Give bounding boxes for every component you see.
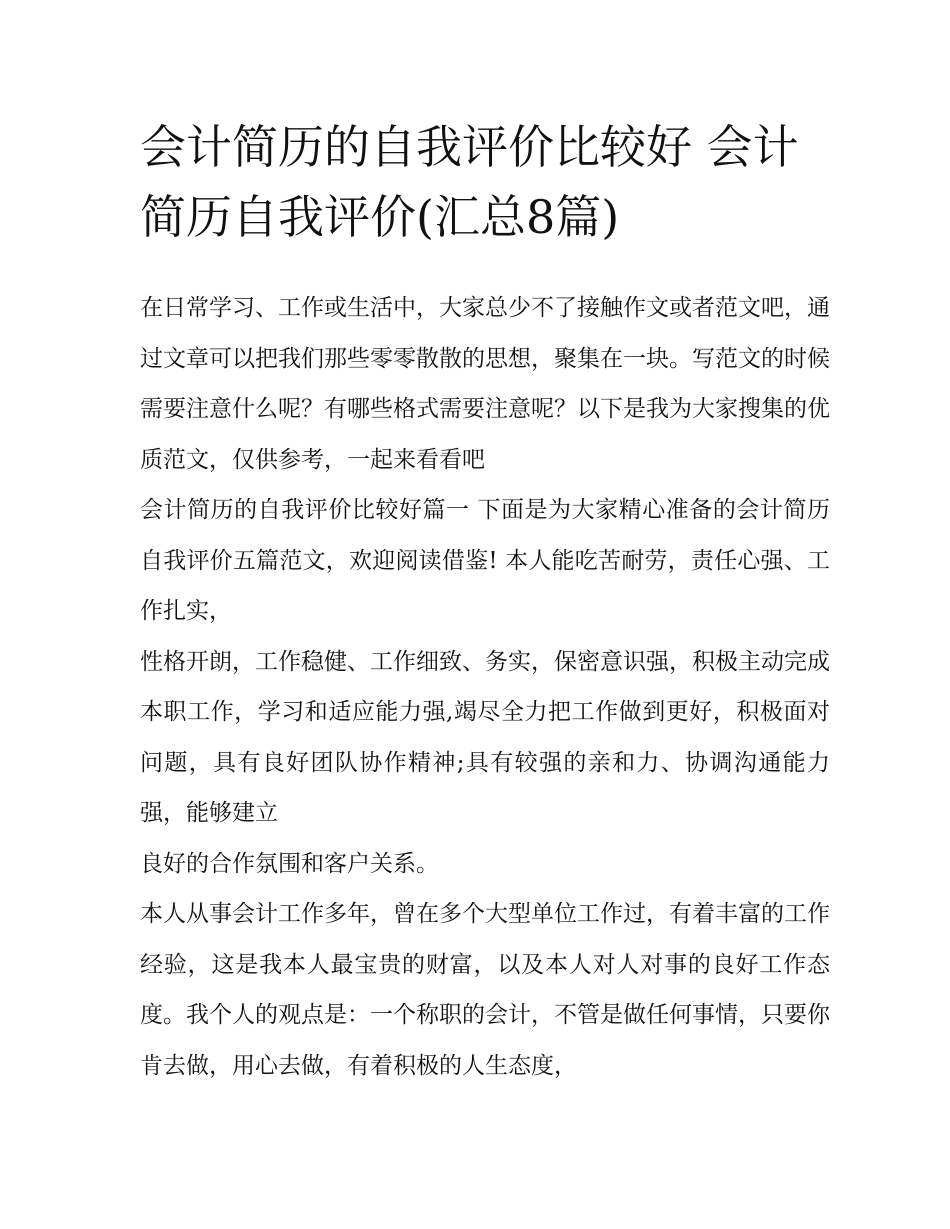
paragraph-relations: 良好的合作氛围和客户关系。 — [140, 850, 439, 877]
document-body — [140, 283, 830, 1091]
paragraph-experience: 本人从事会计工作多年，曾在多个大型单位工作过，有着丰富的工作经验，这是我本人最宝贵的财富，以及本人对人对事的良好工作态度。我个人的观点是：一个称职的会计，不管是做任何事情，只要你肯去做，用心去做，有着积极的人生态度， — [140, 901, 830, 1079]
document-title: 会计简历的自我评价比较好 会计简历自我评价(汇总8篇) — [140, 120, 799, 244]
paragraph-intro: 在日常学习、工作或生活中，大家总少不了接触作文或者范文吧，通过文章可以把我们那些零零散散的思想，聚集在一块。写范文的时候需要注意什么呢？有哪些格式需要注意呢？以下是我为大家搜集的优质范文，仅供参考，一起来看看吧 — [140, 295, 830, 473]
paragraph-section-one: 会计简历的自我评价比较好篇一 下面是为大家精心准备的会计简历自我评价五篇范文，欢迎阅读借鉴! 本人能吃苦耐劳，责任心强、工作扎实， — [140, 497, 830, 624]
paragraph-personality: 性格开朗，工作稳健、工作细致、务实，保密意识强，积极主动完成本职工作，学习和适应能力强,竭尽全力把工作做到更好，积极面对问题，具有良好团队协作精神;具有较强的亲和力、协调沟通能力强，能够建立 — [140, 648, 830, 826]
